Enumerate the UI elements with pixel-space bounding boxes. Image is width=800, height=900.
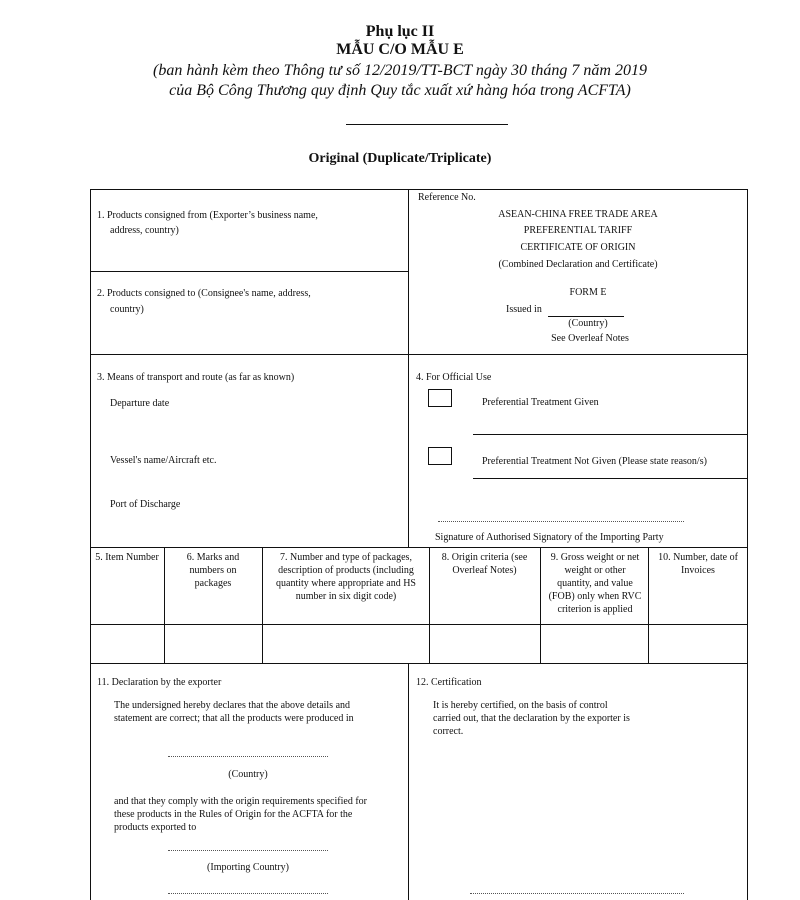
col-invoices: 10. Number, date of Invoices [658, 552, 738, 576]
treatment-given-line [473, 434, 747, 435]
compliance-text: and that they comply with the origin requirements specified for these products in the Rules of Origin for the ACFTA for the products exported to [114, 796, 367, 833]
box11-label: 11. Declaration by the exporter [97, 677, 222, 688]
col-origin-criteria: 8. Origin criteria (see Overleaf Notes) [441, 552, 528, 576]
country-caption-11: (Country) [228, 769, 268, 780]
departure-date-label: Departure date [110, 398, 170, 409]
col-gross-weight: 9. Gross weight or net weight or other quantity, and value (FOB) only when RVC criterion is applied [548, 552, 642, 615]
form-title: MẪU C/O MẪU E [336, 41, 464, 58]
treatment-given-checkbox[interactable] [428, 389, 452, 407]
reference-number: Reference No. [418, 192, 476, 203]
col-packages-description: 7. Number and type of packages, description of products (including quantity where appropriate and HS number in six digit code) [276, 552, 416, 602]
box2-label-line2: country) [110, 304, 144, 315]
importing-country-caption: (Importing Country) [207, 862, 289, 873]
col-item-number: 5. Item Number [95, 552, 159, 563]
ref-line-1: ASEAN-CHINA FREE TRADE AREA [498, 209, 658, 220]
box1-label-line2: address, country) [110, 225, 179, 236]
issued-line-1: (ban hành kèm theo Thông tư số 12/2019/TT-BCT ngày 30 tháng 7 năm 2019 [153, 62, 647, 79]
appendix-title: Phụ lục II [365, 23, 435, 40]
box2-label-line1: 2. Products consigned to (Consignee's name, address, [97, 288, 311, 299]
original-label: Original (Duplicate/Triplicate) [308, 151, 492, 166]
ref-line-2: PREFERENTIAL TARIFF [523, 225, 633, 236]
box3-label: 3. Means of transport and route (as far as known) [97, 372, 295, 383]
signature-dotted-line [438, 521, 684, 522]
treatment-given-label: Preferential Treatment Given [482, 397, 599, 408]
box4-label: 4. For Official Use [416, 372, 492, 383]
col-marks-numbers: 6. Marks and numbers on packages [186, 552, 240, 589]
box12-label: 12. Certification [416, 677, 482, 688]
vessel-label: Vessel's name/Aircraft etc. [110, 455, 217, 466]
declaration-text: The undersigned hereby declares that the above details and statement are correct; that all the products were produced in [114, 700, 354, 724]
treatment-not-given-line [473, 478, 747, 479]
ref-line-4: (Combined Declaration and Certificate) [498, 259, 658, 270]
importing-country-dotted-line [168, 850, 328, 851]
issued-in-label: Issued in [506, 304, 542, 315]
certification-text: It is hereby certified, on the basis of control carried out, that the declaration by the exporter is correct. [433, 700, 630, 737]
title-underline [346, 124, 508, 125]
country-caption: (Country) [568, 318, 608, 329]
port-of-discharge-label: Port of Discharge [110, 499, 181, 510]
issued-line-2: của Bộ Công Thương quy định Quy tắc xuất xứ hàng hóa trong ACFTA) [169, 82, 631, 99]
exporter-signature-dotted-line [168, 893, 328, 894]
country-dotted-line [168, 756, 328, 757]
see-notes: See Overleaf Notes [551, 333, 629, 344]
treatment-not-given-checkbox[interactable] [428, 447, 452, 465]
form-e-label: FORM E [569, 287, 607, 298]
ref-line-3: CERTIFICATE OF ORIGIN [520, 242, 636, 253]
signature-caption: Signature of Authorised Signatory of the Importing Party [435, 532, 664, 543]
treatment-not-given-label: Preferential Treatment Not Given (Please state reason/s) [482, 456, 707, 467]
certification-dotted-line [470, 893, 684, 894]
box1-label-line1: 1. Products consigned from (Exporter’s business name, [97, 210, 318, 221]
